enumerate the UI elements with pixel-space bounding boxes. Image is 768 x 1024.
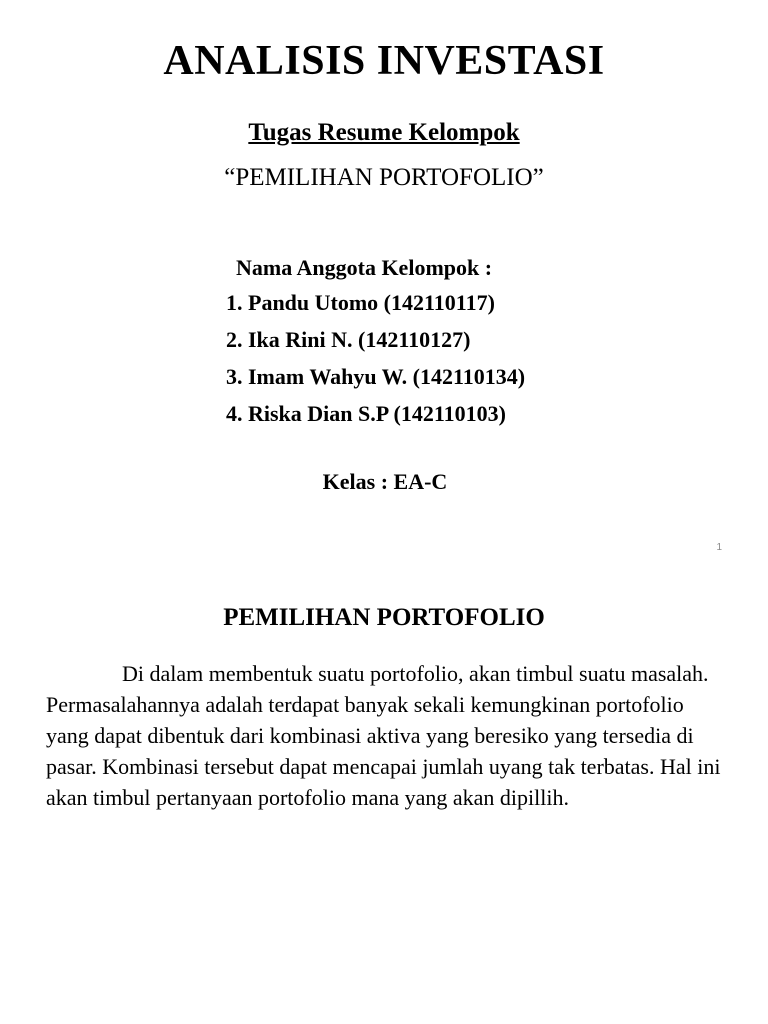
member-list (226, 289, 525, 437)
class-line: Kelas : EA-C (322, 469, 448, 494)
content-slide (0, 560, 768, 1024)
subtitle: Tugas Resume Kelompok (248, 119, 520, 146)
topic-title: “PEMILIHAN PORTOFOLIO” (224, 164, 544, 191)
member-item: 3. Imam Wahyu W. (142110134) (226, 364, 526, 389)
section-title: PEMILIHAN PORTOFOLIO (223, 604, 545, 631)
members-heading: Nama Anggota Kelompok : (236, 255, 493, 280)
member-item: 1. Pandu Utomo (142110117) (226, 290, 495, 315)
member-item: 2. Ika Rini N. (142110127) (226, 327, 471, 352)
body-paragraph: Di dalam membentuk suatu portofolio, akan timbul suatu masalah. Permasalahannya adalah terdapat banyak sekali kemungkinan portofolio yang dapat dibentuk dari kombinasi aktiva yang beresiko yang tersedia di pasar. Kombinasi tersebut dapat mencapai jumlah uyang tak terbatas. Hal ini akan timbul pertanyaan portofolio mana yang akan dipillih. (46, 661, 721, 810)
member-item: 4. Riska Dian S.P (142110103) (226, 401, 506, 426)
slide-number: 1 (716, 542, 722, 553)
main-title: ANALISIS INVESTASI (163, 38, 605, 84)
